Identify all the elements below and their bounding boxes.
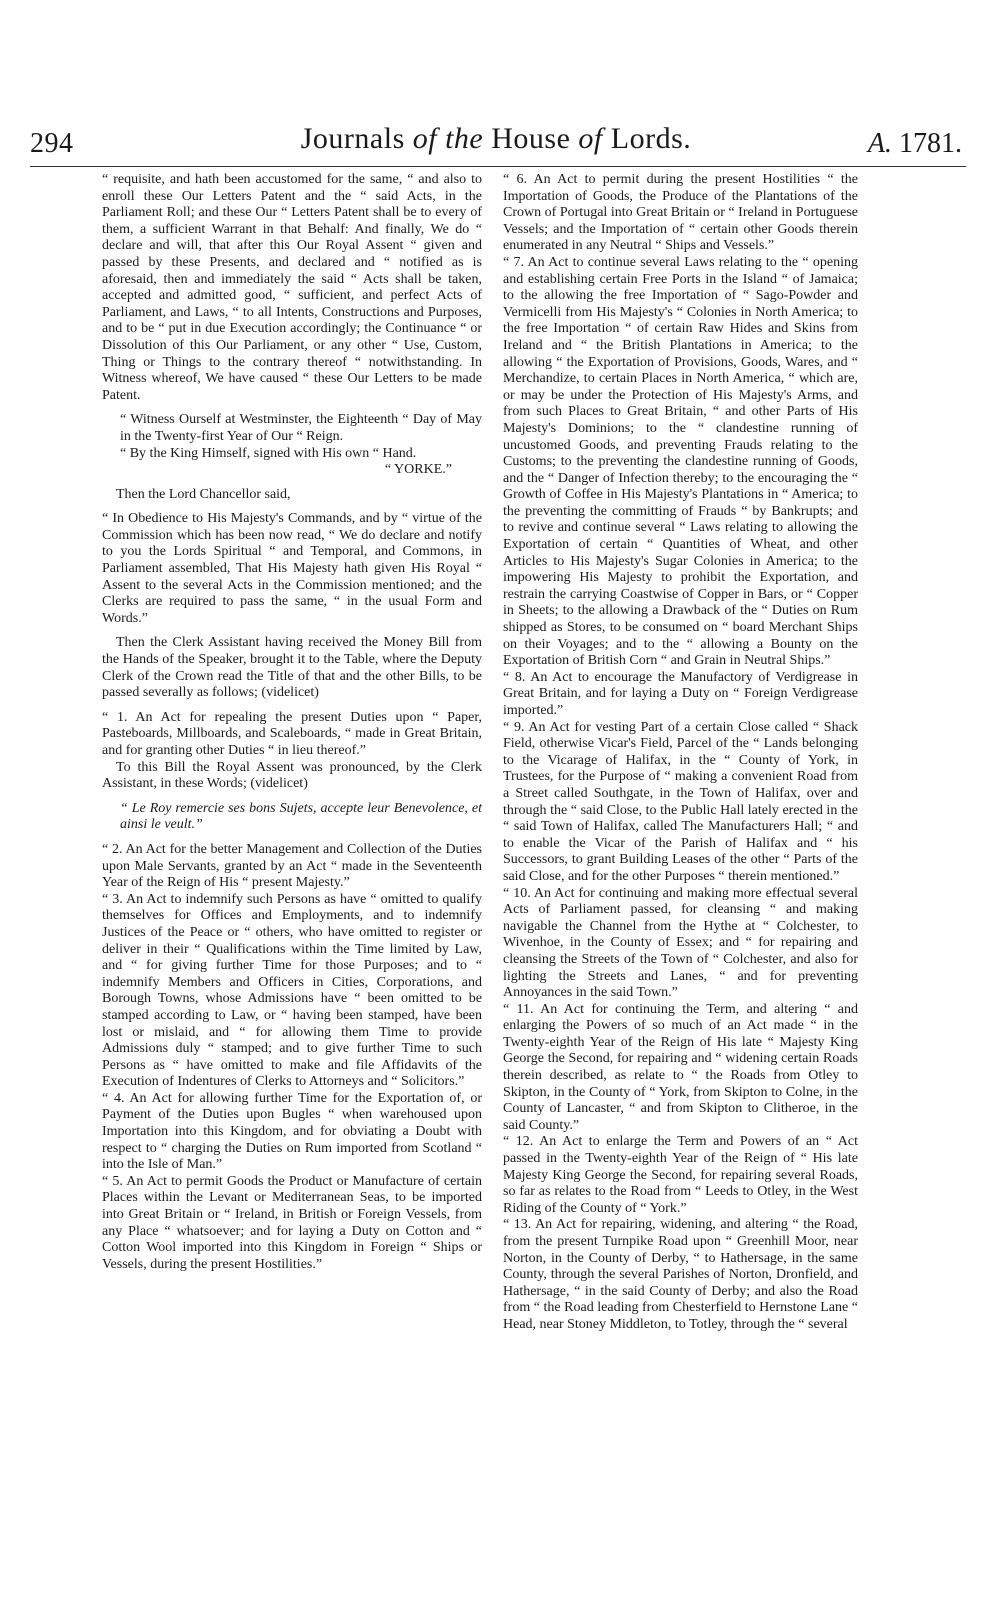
act-10: “ 10. An Act for continuing and making more effectual several Acts of Parliament passed, for cleansing “ and making navigable the Channel from the Hythe at “ Colchester, to Wivenhoe, in the County of Essex; and “ for repairing and cleansing the Streets of the Town of “ Colchester, and also for lighting the Streets and Lanes, “ and for preventing Annoyances in the said Town.” bbox=[503, 885, 858, 1001]
signature-yorke: “ YORKE.” bbox=[384, 462, 452, 478]
clerk-assistant-paragraph: Then the Clerk Assistant having received the Money Bill from the Hands of the Speaker, brought it to the Table, where the Deputy Clerk of the Crown read the Title of that and the other Bills, to be passed severally as follows; (videlicet) bbox=[102, 635, 482, 701]
year-value: 1781. bbox=[899, 128, 962, 159]
by-the-king-paragraph: “ By the King Himself, signed with His own “ Hand. bbox=[120, 445, 417, 461]
act-13: “ 13. An Act for repairing, widening, and altering “ the Road, from the present Turnpike Road upon “ Greenhill Moor, near Norton, in the County of Derby, “ to Hathersage, in the same County, through the several Parishes of Norton, Dronfield, and Hathersage, “ in the said County of Derby; and also the Road from “ the Road leading from Chesterfield to Hernstone Lane “ Head, near Stoney Middleton, to Totley, through the “ several bbox=[503, 1217, 858, 1332]
page-number: 294 bbox=[30, 128, 74, 159]
act-5: “ 5. An Act to permit Goods the Product or Manufacture of certain Places within the Levant or Mediterranean Seas, to be imported into Great Britain or “ Ireland, in British or Foreign Vessels, from any Place “ whatsoever; and for laying a Duty on Cotton and “ Cotton Wool imported into this Kingdom in Foreign “ Ships or Vessels, during the present Hostilities.” bbox=[102, 1173, 482, 1272]
witness-paragraph: “ Witness Ourself at Westminster, the Eighteenth “ Day of May in the Twenty-first Year of Our “ Reign. bbox=[120, 412, 482, 444]
title-word-of-the: of the bbox=[412, 122, 484, 155]
title-word-journals: Journals bbox=[300, 122, 405, 155]
header-rule bbox=[30, 166, 966, 167]
lord-chancellor-said: Then the Lord Chancellor said, bbox=[116, 486, 291, 502]
right-column bbox=[503, 172, 858, 1334]
title-word-lords: Lords. bbox=[610, 122, 692, 155]
act-7: “ 7. An Act to continue several Laws relating to the “ opening and establishing certain Free Ports in the Island “ of Jamaica; to the allowing the free Importation of “ Sago-Powder and Vermicelli from His Majesty's “ Colonies in North America; to the free Importation “ of certain Raw Hides and Skins from Ireland and “ the British Plantations in America; to the allowing “ the Exportation of Provisions, Goods, Wares, and “ Merchandize, to certain Places in North America, “ which are, or may be under the Protection of His Majesty's Arms, and from such Places to Great Britain, “ and other Parts of His Majesty's Dominions; to the “ clandestine running of uncustomed Goods, and preventing Frauds relating to the Customs; to the preventing the clandestine running of Goods, and the “ Danger of Infection thereby; to the encouraging the “ Growth of Coffee in His Majesty's Plantations in “ America; to the preventing the committing of Frauds “ by Bankrupts; and to revive and continue several “ Laws relating to allowing the Exportation of certain “ Quantities of Wheat, and other Articles to His Majesty's Sugar Colonies in America; to the impowering His Majesty to prohibit the Exportation, and restrain the carrying Coastwise of Copper in Bars, or “ Copper in Sheets; to the allowing a Drawback of the “ Duties on Rum shipped as Stores, to be consumed on “ board Merchant Ships on their Voyages; and to the “ allowing a Bounty on the Exportation of British Corn “ and Grain in Neutral Ships.” bbox=[503, 254, 858, 669]
year-prefix: A. bbox=[867, 128, 892, 159]
le-roy-remercie: “ Le Roy remercie ses bons Sujets, accepte leur Benevolence, et ainsi le veult.” bbox=[120, 800, 482, 833]
act-1: “ 1. An Act for repealing the present Duties upon “ Paper, Pasteboards, Millboards, and Scaleboards, “ made in Great Britain, and for granting other Duties “ in lieu thereof.” bbox=[102, 709, 482, 758]
act-12: “ 12. An Act to enlarge the Term and Powers of an “ Act passed in the Twenty-eighth Year of the Reign of “ His late Majesty King George the Second, for repairing several Roads, so far as relates to the Road from “ Leeds to Otley, in the West Riding of the County of “ York.” bbox=[503, 1134, 858, 1216]
act-3: “ 3. An Act to indemnify such Persons as have “ omitted to qualify themselves for Offices and Employments, and to indemnify Justices of the Peace or “ others, who have omitted to register or deliver in their “ Qualifications within the Time limited by Law, and “ for giving further Time for those Purposes; and to “ indemnify Members and Officers in Cities, Corporations, and Borough Towns, whose Admissions have “ been omitted to be stamped according to Law, or “ having been stamped, have been lost or mislaid, and “ for allowing them Time to provide Admissions duly “ stamped; and to give further Time to such Persons as “ have omitted to make and file Affidavits of the Execution of Indentures of Clerks to Attorneys and “ Solicitors.” bbox=[102, 891, 482, 1090]
act-6: “ 6. An Act to permit during the present Hostilities “ the Importation of Goods, the Produce of the Plantations of the Crown of Portugal into Great Britain or “ Ireland in Portuguese Vessels; and the Importation of “ certain other Goods therein enumerated in any Neutral “ Ships and Vessels.” bbox=[503, 172, 858, 254]
page-header bbox=[0, 0, 992, 170]
act-2: “ 2. An Act for the better Management and Collection of the Duties upon Male Servants, granted by an Act “ made in the Seventeenth Year of the Reign of His “ present Majesty.” bbox=[102, 841, 482, 891]
title-word-of: of bbox=[578, 122, 603, 155]
act-11: “ 11. An Act for continuing the Term, and altering “ and enlarging the Powers of so much of an Act made “ in the Twenty-eighth Year of the Reign of His late “ Majesty King George the Second, for repairing and “ widening certain Roads therein described, as relate to “ the Roads from Otley to Skipton, in the County of “ York, from Skipton to Colne, in the County of Lancaster, “ and from Skipton to Clitheroe, in the said County.” bbox=[503, 1001, 858, 1133]
act-4: “ 4. An Act for allowing further Time for the Exportation of, or Payment of the Duties upon Bugles “ when warehoused upon Importation into this Kingdom, and for obviating a Doubt with respect to “ charging the Duties on Rum imported from Scotland “ into the Isle of Man.” bbox=[102, 1090, 482, 1173]
title-word-house: House bbox=[491, 122, 571, 155]
act-9: “ 9. An Act for vesting Part of a certain Close called “ Shack Field, otherwise Vicar's Field, Parcel of the “ Lands belonging to the Vicarage of Halifax, in the “ County of York, in Trustees, for the Purpose of “ making a convenient Road from a Street called Southgate, in the Town of Halifax, over and through the “ said Close, to the Public Hall lately erected in the “ said Town of Halifax, called The Manufacturers Hall; “ and to enable the Vicar of the Parish of Halifax and “ his Successors, to grant Building Leases of the other “ Parts of the said Close, and for the other Purposes “ therein mentioned.” bbox=[503, 719, 858, 884]
chancellor-declaration: “ In Obedience to His Majesty's Commands, and by “ virtue of the Commission which has been now read, “ We do declare and notify to you the Lords Spiritual “ and Temporal, and Commons, in Parliament assembled, That His Majesty hath given His Royal “ Assent to the several Acts in the Commission mentioned; and the Clerks are required to pass the same, “ in the usual Form and Words.” bbox=[102, 511, 482, 626]
act-8: “ 8. An Act to encourage the Manufactory of Verdigrease in Great Britain, and for laying a Duty on “ Foreign Verdigrease imported.” bbox=[503, 669, 858, 718]
journal-title bbox=[0, 122, 992, 156]
letters-patent-paragraph: “ requisite, and hath been accustomed for the same, “ and also to enroll these Our Letters Patent and the “ said Acts, in the Parliament Roll; and these Our “ Letters Patent shall be to every of them, a sufficient Warrant in that Behalf: And finally, We do “ declare and will, that after this Our Royal Assent “ given and passed by these Presents, and declared and “ notified as is aforesaid, then and immediately the said “ Acts shall be taken, accepted and admitted good, “ sufficient, and perfect Acts of Parliament, and Laws, “ to all Intents, Constructions and Purposes, and to be “ put in due Execution accordingly; the Continuance “ or Dissolution of this Our Parliament, or any other “ Use, Custom, Thing or Things to the contrary thereof “ notwithstanding. In Witness whereof, We have caused “ these Our Letters to be made Patent. bbox=[102, 172, 482, 403]
royal-assent-pronounced: To this Bill the Royal Assent was pronounced, by the Clerk Assistant, in these Words; (videlicet) bbox=[102, 759, 482, 792]
left-column bbox=[102, 172, 482, 1273]
year-label bbox=[868, 128, 962, 160]
